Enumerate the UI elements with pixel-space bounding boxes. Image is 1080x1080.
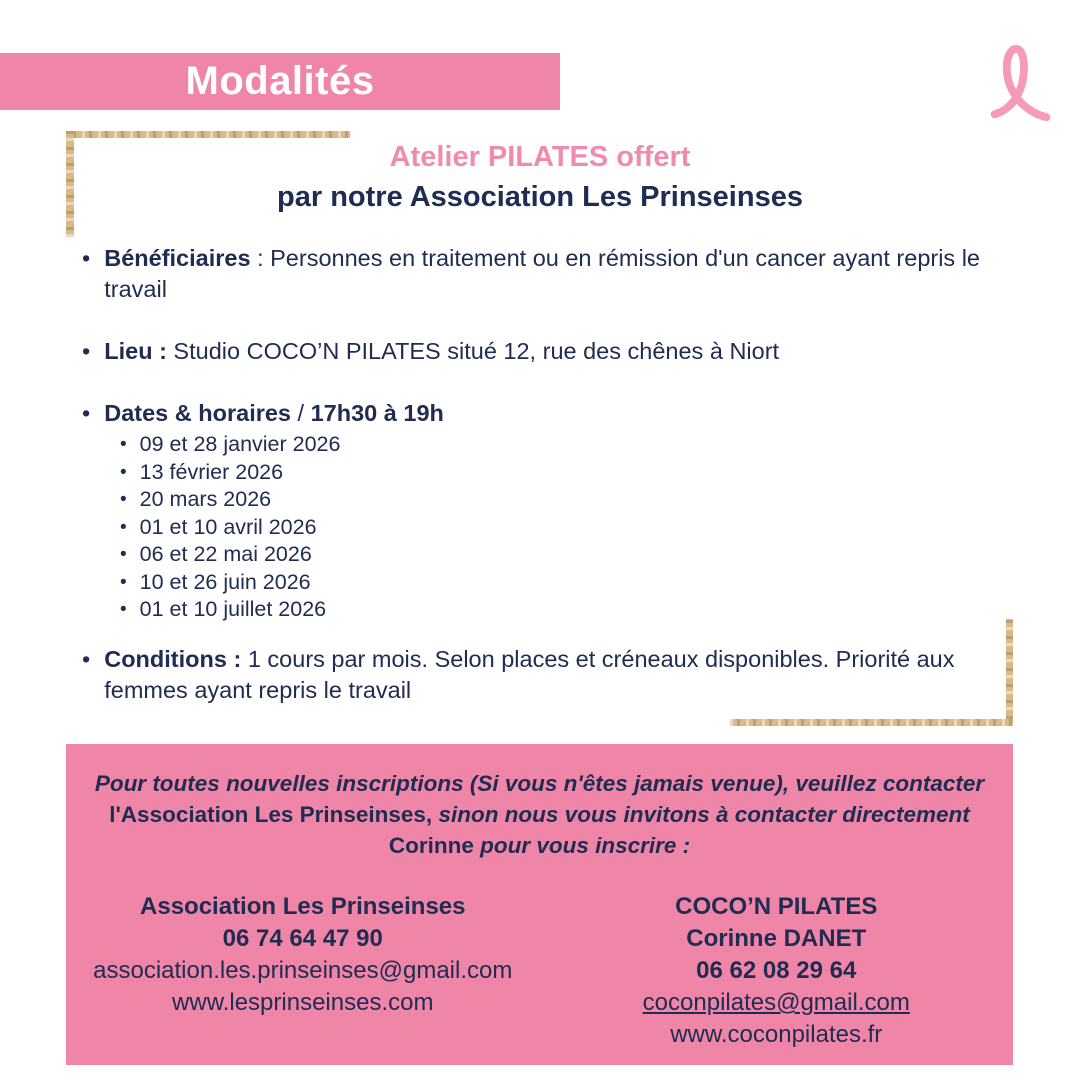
date-value: 20 mars 2026	[139, 487, 272, 511]
association-website: www.lesprinseinses.com	[172, 989, 434, 1016]
headline	[0, 141, 1080, 214]
beneficiaries-value: : Personnes en traitement ou en rémission d'un cancer ayant repris le travail	[104, 245, 980, 302]
date-list-item	[120, 431, 340, 459]
date-list-item	[120, 541, 340, 569]
bullet-icon: •	[120, 489, 127, 510]
studio-name: COCO’N PILATES	[675, 893, 878, 920]
bullet-icon: •	[82, 245, 91, 271]
contact-columns	[66, 891, 1013, 1051]
bullet-icon: •	[120, 571, 127, 593]
location-label: Lieu :	[104, 338, 167, 364]
bullet-icon: •	[120, 599, 127, 620]
studio-email-link[interactable]: coconpilates@gmail.com	[642, 989, 910, 1016]
date-list-item	[120, 596, 340, 624]
studio-contact-card	[540, 891, 1014, 1051]
dates-item	[82, 398, 1022, 429]
date-list	[120, 431, 340, 624]
location-value: Studio COCO’N PILATES situé 12, rue des chênes à Niort	[166, 338, 780, 364]
conditions-text	[104, 644, 1042, 706]
bullet-icon: •	[82, 400, 91, 426]
registration-info-box	[66, 744, 1013, 1065]
note-part: Pour toutes nouvelles inscriptions (Si vous n'êtes jamais venue), veuillez contacter	[94, 771, 985, 796]
date-value: 06 et 22 mai 2026	[139, 542, 312, 566]
awareness-ribbon-icon	[985, 40, 1057, 128]
dates-separator: /	[291, 400, 311, 426]
bullet-icon: •	[120, 516, 127, 538]
date-value: 09 et 28 janvier 2026	[139, 432, 341, 456]
association-email: association.les.prinseinses@gmail.com	[93, 957, 513, 984]
gold-frame-top-left-horizontal	[66, 131, 350, 138]
location-item	[82, 336, 1022, 367]
beneficiaries-item	[82, 243, 1002, 305]
studio-contact-person: Corinne DANET	[686, 925, 867, 952]
bullet-icon: •	[120, 544, 127, 565]
note-part: pour vous inscrire :	[473, 833, 691, 858]
dates-heading	[104, 398, 444, 429]
dates-label: Dates & horaires	[104, 400, 292, 426]
conditions-label: Conditions :	[104, 646, 242, 672]
date-value: 01 et 10 juillet 2026	[139, 597, 327, 621]
association-name: Association Les Prinseinses	[140, 893, 466, 920]
date-list-item	[120, 569, 340, 597]
banner	[0, 53, 560, 110]
date-value: 13 février 2026	[139, 459, 284, 484]
date-value: 10 et 26 juin 2026	[139, 569, 311, 594]
beneficiaries-label: Bénéficiaires	[104, 245, 251, 271]
beneficiaries-text	[104, 243, 1002, 305]
registration-note	[82, 768, 997, 861]
studio-website: www.coconpilates.fr	[670, 1021, 883, 1048]
note-contact-name: Corinne	[388, 833, 474, 858]
workshop-subtitle: par notre Association Les Prinseinses	[277, 181, 803, 213]
date-list-item	[120, 459, 340, 487]
bullet-icon: •	[120, 434, 127, 455]
conditions-item	[82, 644, 1042, 706]
association-contact-card	[66, 891, 540, 1051]
bullet-icon: •	[82, 646, 91, 672]
date-list-item	[120, 486, 340, 514]
note-part: sinon nous vous invitons à contacter directement	[432, 802, 970, 827]
location-text	[104, 336, 779, 367]
association-phone: 06 74 64 47 90	[222, 925, 383, 952]
bullet-icon: •	[82, 338, 91, 364]
date-value: 01 et 10 avril 2026	[139, 514, 317, 539]
bullet-icon: •	[120, 461, 127, 483]
workshop-title: Atelier PILATES offert	[389, 141, 691, 173]
dates-time: 17h30 à 19h	[310, 400, 444, 426]
banner-title: Modalités	[185, 59, 375, 103]
studio-phone: 06 62 08 29 64	[696, 957, 857, 984]
gold-frame-bottom-right-horizontal	[730, 719, 1013, 726]
date-list-item	[120, 514, 340, 542]
conditions-value: 1 cours par mois. Selon places et créneaux disponibles. Priorité aux femmes ayant repris le travail	[104, 646, 955, 703]
note-association-name: l'Association Les Prinseinses,	[109, 802, 433, 827]
